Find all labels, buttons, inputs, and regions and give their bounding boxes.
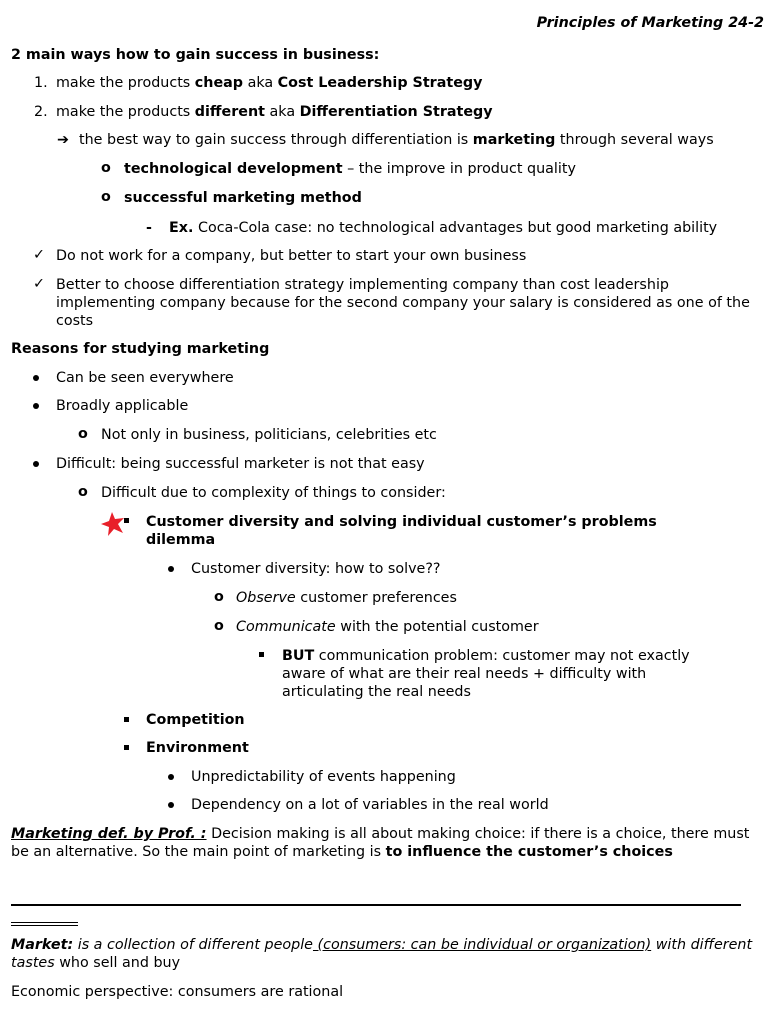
definition-text: Decision making is all about making choice: if there is a choice, there must be an alternative. So the main point of marketing is [11,826,750,860]
sub-text: Not only in business, politicians, celebrities etc [101,427,437,443]
horizontal-rule-short [11,922,78,923]
bullet-icon [168,802,174,808]
dash-bullet: - [146,220,152,236]
arrow-bold: marketing [472,132,556,148]
way-bold: technological development [124,161,343,177]
hollow-bullet-icon: o [214,589,224,605]
checkmark-icon: ✓ [33,276,45,292]
dilemma-text: Customer diversity and solving individual customer’s problems dilemma [146,514,657,548]
bullet-icon [168,566,174,572]
square-bullet-icon [124,745,129,750]
but-bold: BUT [282,648,315,664]
hollow-bullet-icon: o [101,189,111,205]
communicate-text: with the potential customer [335,619,539,635]
observe-italic: Observe [236,590,296,606]
definition-label: Marketing def. by Prof. : [11,826,207,842]
economic-perspective: Economic perspective: consumers are rational [11,984,344,1000]
example-text: Coca-Cola case: no technological advantages but good marketing ability [193,220,718,236]
item-text: make the products [56,75,195,91]
check-text: Do not work for a company, but better to start your own business [56,248,527,264]
arrow-text: the best way to gain success through differentiation is [79,132,473,148]
red-star-icon [100,511,126,537]
item-text: aka [264,104,300,120]
hollow-bullet-icon: o [101,160,111,176]
arrow-text-end: through several ways [555,132,714,148]
check-text: Better to choose differentiation strategy implementing company than cost leadership implementing company because for the second company your salary is considered as one of the costs [56,277,750,329]
item-text: aka [243,75,278,91]
bullet-icon [33,461,39,467]
sub-text: Difficult due to complexity of things to consider: [101,485,446,501]
way-text: – the improve in product quality [342,161,576,177]
horizontal-rule [11,904,741,906]
checkmark-icon: ✓ [33,247,45,263]
item-bold: cheap [194,75,244,91]
page-header-title: Principles of Marketing 24-2 [536,15,764,31]
section-heading-reasons: Reasons for studying marketing [11,341,270,357]
bullet-icon [33,403,39,409]
market-label: Market: [11,937,74,953]
but-text: communication problem: customer may not exactly aware of what are their real needs + difficulty with articulating the real needs [282,648,690,700]
bullet-icon [33,375,39,381]
environment-text: Environment [146,740,249,756]
diversity-text: Customer diversity: how to solve?? [191,561,441,577]
competition-text: Competition [146,712,245,728]
arrow-right-icon: ➔ [57,132,69,148]
section-heading-success: 2 main ways how to gain success in business: [11,47,380,63]
observe-text: customer preferences [295,590,457,606]
definition-bold: to influence the customer’s choices [385,844,673,860]
market-definition [11,936,756,972]
env-text: Unpredictability of events happening [191,769,456,785]
square-bullet-icon [124,717,129,722]
way-bold: successful marketing method [124,190,362,206]
item-bold: Cost Leadership Strategy [277,75,483,91]
hollow-bullet-icon: o [78,484,88,500]
square-bullet-icon [259,652,264,657]
horizontal-rule-short-2 [11,925,78,926]
bullet-icon [168,774,174,780]
item-bold: Differentiation Strategy [299,104,493,120]
example-label: Ex. [169,220,194,236]
list-number: 2. [34,104,48,120]
market-italic: is a collection of different people [73,937,313,953]
item-bold: different [194,104,265,120]
bullet-text: Can be seen everywhere [56,370,234,386]
market-italic-2: with different tastes [11,937,753,971]
hollow-bullet-icon: o [214,618,224,634]
square-bullet-icon [124,518,129,523]
bullet-text: Difficult: being successful marketer is not that easy [56,456,425,472]
but-text-block [282,647,732,701]
hollow-bullet-icon: o [78,426,88,442]
marketing-definition [11,825,756,861]
bullet-text: Broadly applicable [56,398,189,414]
market-underlined: (consumers: can be individual or organization) [312,937,652,953]
item-text: make the products [56,104,195,120]
market-text: who sell and buy [54,955,181,971]
env-text: Dependency on a lot of variables in the real world [191,797,549,813]
communicate-italic: Communicate [236,619,336,635]
list-number: 1. [34,75,48,91]
